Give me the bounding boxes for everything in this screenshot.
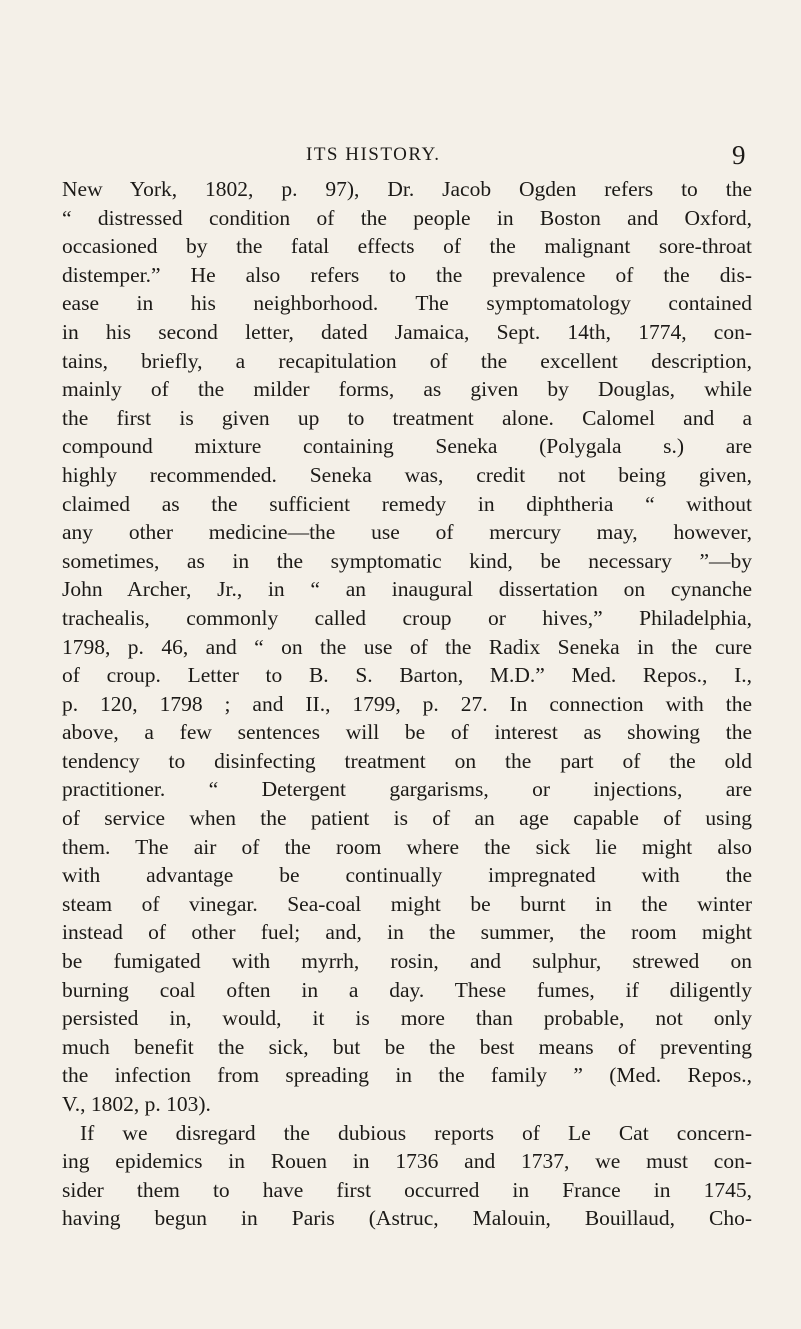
text-line: be fumigated with myrrh, rosin, and sulphur, strewed on — [62, 949, 752, 974]
text-line: any other medicine—the use of mercury may, however, — [62, 520, 752, 545]
text-line: tains, briefly, a recapitulation of the excellent description, — [62, 348, 752, 373]
text-line: instead of other fuel; and, in the summer, the room might — [62, 920, 752, 945]
text-line: ease in his neighborhood. The symptomatology contained — [62, 291, 752, 316]
text-line: in his second letter, dated Jamaica, Sept. 14th, 1774, con- — [62, 319, 752, 344]
text-line: 1798, p. 46, and “ on the use of the Radix Seneka in the cure — [62, 634, 752, 659]
running-head — [0, 140, 801, 170]
running-head-title: ITS HISTORY. — [306, 144, 441, 165]
text-line: sometimes, as in the symptomatic kind, be necessary ”—by — [62, 548, 752, 573]
text-line: of croup. Letter to B. S. Barton, M.D.” Med. Repos., I., — [62, 663, 752, 688]
text-line: ing epidemics in Rouen in 1736 and 1737, we must con- — [62, 1149, 752, 1174]
text-line: them. The air of the room where the sick lie might also — [62, 834, 752, 859]
text-line: highly recommended. Seneka was, credit not being given, — [62, 462, 752, 487]
text-line: persisted in, would, it is more than probable, not only — [62, 1006, 752, 1031]
text-line: the first is given up to treatment alone. Calomel and a — [62, 405, 752, 430]
text-line: New York, 1802, p. 97), Dr. Jacob Ogden refers to the — [62, 177, 752, 201]
text-line: the infection from spreading in the family ” (Med. Repos., — [62, 1063, 752, 1088]
page-number: 9 — [732, 140, 746, 170]
text-line: trachealis, commonly called croup or hives,” Philadelphia, — [62, 605, 752, 630]
text-line: p. 120, 1798 ; and II., 1799, p. 27. In connection with the — [62, 691, 752, 716]
text-line: having begun in Paris (Astruc, Malouin, Bouillaud, Cho- — [62, 1206, 752, 1231]
text-line: John Archer, Jr., in “ an inaugural dissertation on cynanche — [62, 577, 752, 602]
text-line: with advantage be continually impregnated with the — [62, 863, 752, 888]
text-line: sider them to have first occurred in France in 1745, — [62, 1177, 752, 1202]
text-line: distemper.” He also refers to the prevalence of the dis- — [62, 262, 752, 287]
text-line: mainly of the milder forms, as given by Douglas, while — [62, 377, 752, 402]
text-line: tendency to disinfecting treatment on the part of the old — [62, 748, 752, 773]
body-text — [62, 175, 752, 1233]
text-line: claimed as the sufficient remedy in diphtheria “ without — [62, 491, 752, 516]
text-line: above, a few sentences will be of interest as showing the — [62, 720, 752, 745]
text-line: practitioner. “ Detergent gargarisms, or injections, are — [62, 777, 752, 802]
text-line: burning coal often in a day. These fumes, if diligently — [62, 977, 752, 1002]
text-line: compound mixture containing Seneka (Polygala s.) are — [62, 434, 752, 459]
text-line: If we disregard the dubious reports of Le Cat concern- — [80, 1120, 752, 1145]
text-line: occasioned by the fatal effects of the malignant sore-throat — [62, 234, 752, 259]
text-line: much benefit the sick, but be the best means of preventing — [62, 1034, 752, 1059]
text-line: “ distressed condition of the people in Boston and Oxford, — [62, 205, 752, 230]
text-line: steam of vinegar. Sea-coal might be burnt in the winter — [62, 891, 752, 916]
text-line: of service when the patient is of an age capable of using — [62, 806, 752, 831]
text-line: V., 1802, p. 103). — [62, 1092, 211, 1116]
